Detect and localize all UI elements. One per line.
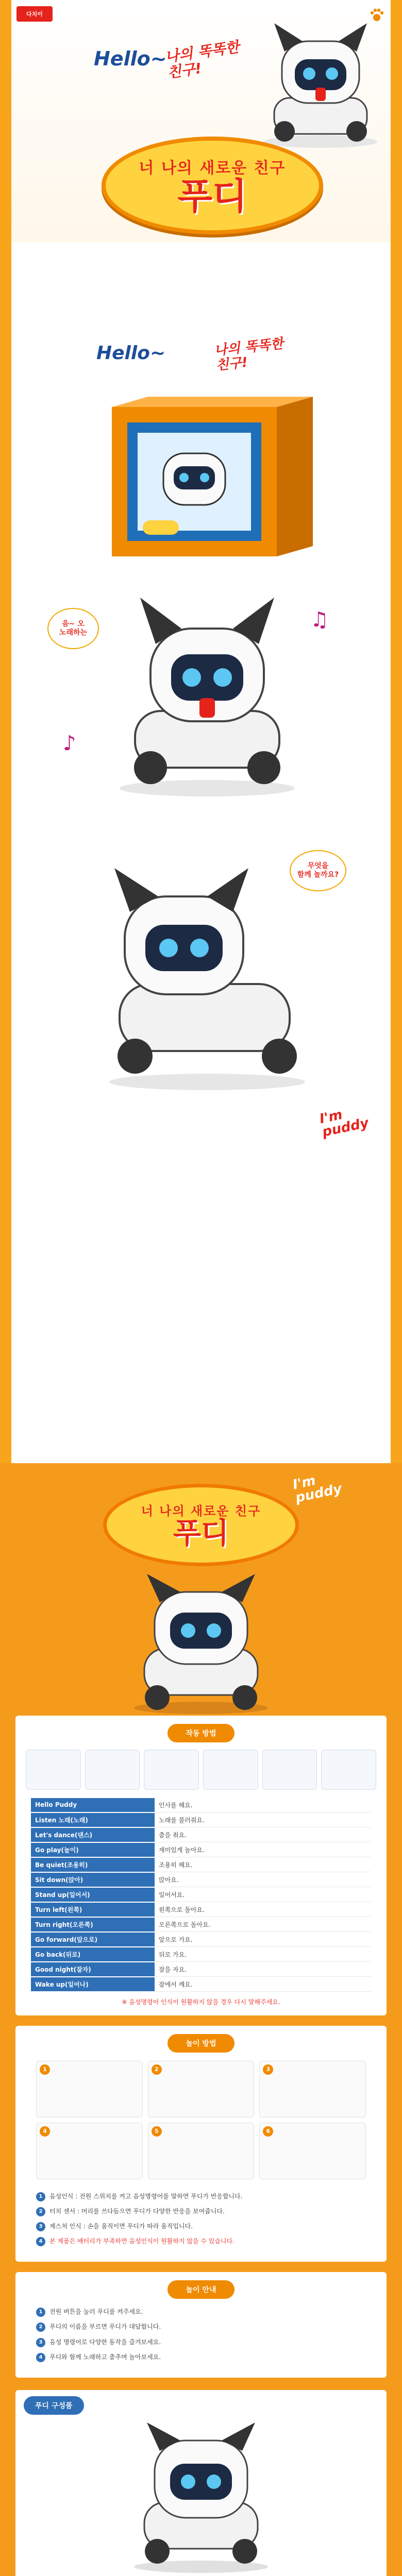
im-puddy-text: I'm puddy: [318, 1107, 371, 1140]
hero-hello-text: Hello~: [94, 47, 167, 70]
list-item-number: 3: [36, 2338, 45, 2347]
howto-step-number: 4: [40, 2126, 50, 2137]
commands-note: ※ 음성명령어 인식이 원활하지 않을 경우 다시 말해주세요.: [122, 1998, 280, 2006]
hero-title-main: 푸디: [177, 175, 247, 218]
command-name: Stand up(일어서): [31, 1887, 155, 1902]
command-row: [31, 1932, 371, 1947]
modes-panel: [15, 1716, 387, 2015]
mode-thumbnail: [85, 1750, 140, 1790]
robot-dog-image-2: [104, 592, 310, 799]
hero-title-sub: 너 나의 새로운 친구: [139, 159, 286, 178]
list-item: [36, 2307, 366, 2317]
command-row: [31, 1857, 371, 1872]
command-description: 잠을 자요.: [155, 1962, 371, 1977]
howto-step-number: 3: [263, 2064, 273, 2075]
detail-title-badge: [103, 1484, 299, 1566]
command-description: 춤을 춰요.: [155, 1827, 371, 1842]
howto-card: [259, 2061, 366, 2117]
command-name: Let's dance(댄스): [31, 1827, 155, 1842]
command-name: Wake up(일어나): [31, 1977, 155, 1992]
howto-card: [148, 2123, 255, 2179]
command-row: [31, 1962, 371, 1977]
command-name: Hello Puddy: [31, 1798, 155, 1812]
command-description: 앞으로 가요.: [155, 1932, 371, 1947]
command-row: [31, 1827, 371, 1842]
components-image-area: [15, 2415, 387, 2576]
list-item-number: 1: [36, 2308, 45, 2317]
music-note-icon: ♫: [310, 608, 329, 632]
product-box-image: [102, 392, 323, 567]
command-description: 앉아요.: [155, 1872, 371, 1887]
components-robot-image: [119, 2420, 283, 2574]
howto-card: [36, 2123, 143, 2179]
command-description: 인사를 해요.: [155, 1798, 371, 1812]
command-description: 잠에서 깨요.: [155, 1977, 371, 1992]
command-name: Be quiet(조용히): [31, 1857, 155, 1872]
list-item-text: 푸디와 함께 노래하고 춤추며 놀아보세요.: [49, 2353, 161, 2361]
list-item-number: 4: [36, 2237, 45, 2246]
list-item-text: 푸디의 이름을 부르면 푸디가 대답합니다.: [49, 2323, 161, 2331]
command-description: 뒤로 가요.: [155, 1947, 371, 1962]
command-row: [31, 1842, 371, 1857]
command-name: Turn left(왼쪽): [31, 1902, 155, 1917]
list-item: [36, 2322, 366, 2332]
command-row: [31, 1872, 371, 1887]
mode-thumbnails: [15, 1742, 387, 1793]
howto-panel: [15, 2026, 387, 2262]
command-name: Go play(놀이): [31, 1842, 155, 1857]
list-item: [36, 2352, 366, 2362]
command-row: [31, 1798, 371, 1812]
components-box: [15, 2390, 387, 2576]
command-description: 왼쪽으로 돌아요.: [155, 1902, 371, 1917]
play-paragraphs: [15, 2299, 387, 2378]
howto-step-number: 6: [263, 2126, 273, 2137]
command-row: [31, 1812, 371, 1827]
command-row: [31, 1947, 371, 1962]
command-name: Go back(뒤로): [31, 1947, 155, 1962]
caption-right-bubble: 무엇을 함께 놀까요?: [290, 850, 346, 891]
list-item: [36, 2192, 366, 2201]
command-description: 재미있게 놀아요.: [155, 1842, 371, 1857]
hero-hello-text-2: Hello~: [96, 343, 166, 364]
detail-title-main: 푸디: [173, 1517, 229, 1551]
howto-step-number: 1: [40, 2064, 50, 2075]
howto-step-number: 5: [152, 2126, 162, 2137]
modes-label: 작동 방법: [167, 1724, 234, 1742]
howto-grid: [15, 2053, 387, 2188]
list-item-text: 음성 명령어로 다양한 동작을 즐겨보세요.: [49, 2338, 161, 2346]
howto-card: [259, 2123, 366, 2179]
command-row: [31, 1977, 371, 1992]
detail-im-puddy-text: I'm puddy: [291, 1472, 344, 1506]
command-description: 오른쪽으로 돌아요.: [155, 1917, 371, 1932]
voice-command-table: [31, 1798, 371, 1992]
mode-thumbnail: [262, 1750, 317, 1790]
howto-card: [36, 2061, 143, 2117]
list-item-number: 2: [36, 2323, 45, 2332]
mode-thumbnail: [144, 1750, 199, 1790]
command-name: Listen 노래(노래): [31, 1812, 155, 1827]
howto-label: 놀이 방법: [167, 2034, 234, 2053]
play-label: 놀이 안내: [167, 2280, 234, 2299]
howto-step-number: 2: [152, 2064, 162, 2075]
howto-card: [148, 2061, 255, 2117]
mode-thumbnail: [26, 1750, 81, 1790]
command-name: Sit down(앉아): [31, 1872, 155, 1887]
mode-thumbnail: [321, 1750, 376, 1790]
list-item-text: 전원 버튼을 눌러 푸디를 켜주세요.: [49, 2308, 143, 2316]
command-name: Turn right(오른쪽): [31, 1917, 155, 1932]
detail-robot-dog-image: [119, 1571, 283, 1716]
mode-thumbnail: [203, 1750, 258, 1790]
list-item: [36, 2337, 366, 2347]
caption-left-bubble: 음~ 오 노래하는: [47, 608, 99, 649]
robot-dog-image: [254, 21, 388, 149]
list-item: [36, 2236, 366, 2246]
command-row: [31, 1902, 371, 1917]
command-name: Good night(잘자): [31, 1962, 155, 1977]
detail-section: [0, 1463, 402, 2576]
list-item-number: 4: [36, 2353, 45, 2362]
components-label: 푸디 구성품: [24, 2396, 84, 2415]
command-description: 노래를 불러줘요.: [155, 1812, 371, 1827]
music-note-icon-2: ♪: [63, 732, 76, 755]
command-description: 일어서요.: [155, 1887, 371, 1902]
command-row: [31, 1917, 371, 1932]
list-item-text: 음성인식 : 전원 스위치를 켜고 음성명령어를 말하면 푸디가 반응합니다.: [49, 2192, 243, 2200]
list-item-text: 터치 센서 : 머리를 쓰다듬으면 푸디가 다양한 반응을 보여줍니다.: [49, 2207, 225, 2215]
list-item-text: 제스처 인식 : 손을 움직이면 푸디가 따라 움직입니다.: [49, 2222, 193, 2230]
list-item: [36, 2207, 366, 2216]
hero-speech-text: 나의 똑똑한 친구!: [164, 38, 241, 81]
brand-logo: 다치이: [16, 6, 53, 22]
list-item-number: 1: [36, 2192, 45, 2201]
list-item-number: 2: [36, 2207, 45, 2216]
hero-title-badge: [102, 137, 323, 234]
command-name: Go forward(앞으로): [31, 1932, 155, 1947]
detail-title-sub: 너 나의 새로운 친구: [141, 1504, 261, 1519]
play-panel: [15, 2272, 387, 2378]
list-item-text: 본 제품은 배터리가 부족하면 음성인식이 원활하지 않을 수 있습니다.: [49, 2238, 234, 2245]
hero-speech-text-2: 나의 똑똑한 친구!: [213, 336, 284, 374]
command-row: [31, 1887, 371, 1902]
list-item: [36, 2222, 366, 2231]
robot-dog-image-3: [89, 866, 326, 1092]
howto-paragraphs: [15, 2188, 387, 2262]
list-item-number: 3: [36, 2222, 45, 2231]
command-description: 조용히 해요.: [155, 1857, 371, 1872]
